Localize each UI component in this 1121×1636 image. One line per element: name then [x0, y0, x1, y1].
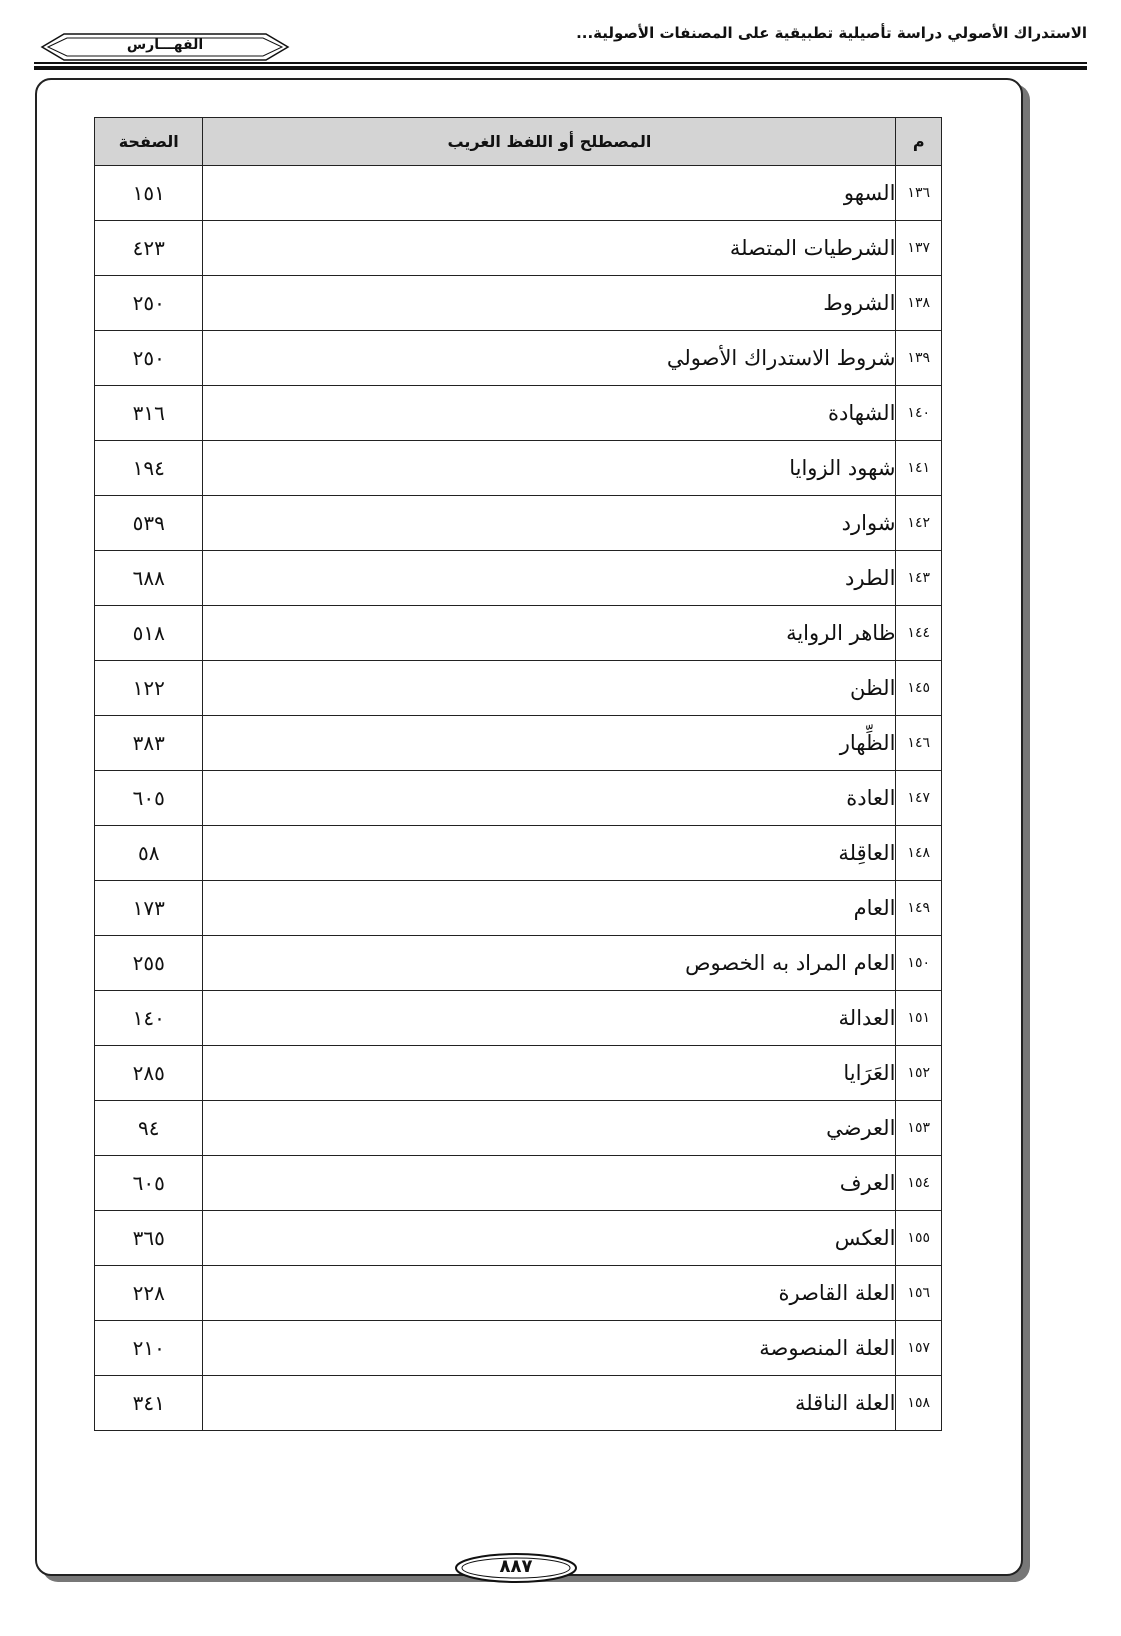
- row-term: العلة الناقلة: [203, 1376, 896, 1431]
- page-number: ٨٨٧: [499, 1556, 533, 1577]
- row-page: ١٢٢: [95, 661, 203, 716]
- row-number: ١٤١: [896, 441, 942, 496]
- table-row: [95, 1376, 942, 1431]
- row-term: العَرَايا: [203, 1046, 896, 1101]
- row-number: ١٤٤: [896, 606, 942, 661]
- table-row: [95, 496, 942, 551]
- column-header-term: المصطلح أو اللفظ الغريب: [203, 118, 896, 166]
- table-row: [95, 551, 942, 606]
- row-number: ١٥٢: [896, 1046, 942, 1101]
- table-header-row: [95, 118, 942, 166]
- row-term: شهود الزوايا: [203, 441, 896, 496]
- row-number: ١٤٠: [896, 386, 942, 441]
- row-page: ١٩٤: [95, 441, 203, 496]
- glossary-index-table: [94, 117, 942, 1431]
- column-header-page: الصفحة: [95, 118, 203, 166]
- row-number: ١٤٣: [896, 551, 942, 606]
- book-title: الاستدراك الأصولي دراسة تأصيلية تطبيقية على المصنفات الأصولية...: [576, 24, 1087, 42]
- row-term: الظن: [203, 661, 896, 716]
- table-row: [95, 331, 942, 386]
- table-row: [95, 661, 942, 716]
- row-page: ٥٨: [95, 826, 203, 881]
- row-page: ٤٢٣: [95, 221, 203, 276]
- row-term: شوارد: [203, 496, 896, 551]
- table-row: [95, 1211, 942, 1266]
- row-number: ١٥٥: [896, 1211, 942, 1266]
- row-term: العكس: [203, 1211, 896, 1266]
- table-row: [95, 1046, 942, 1101]
- row-term: العلة القاصرة: [203, 1266, 896, 1321]
- table-row: [95, 276, 942, 331]
- row-term: العرضي: [203, 1101, 896, 1156]
- row-page: ٦٠٥: [95, 771, 203, 826]
- row-term: الشهادة: [203, 386, 896, 441]
- row-term: ظاهر الرواية: [203, 606, 896, 661]
- row-number: ١٤٢: [896, 496, 942, 551]
- column-header-number: م: [896, 118, 942, 166]
- row-page: ٢٥٥: [95, 936, 203, 991]
- row-number: ١٥٤: [896, 1156, 942, 1211]
- row-page: ١٤٠: [95, 991, 203, 1046]
- row-term: الشروط: [203, 276, 896, 331]
- row-page: ٣٨٣: [95, 716, 203, 771]
- row-page: ٣١٦: [95, 386, 203, 441]
- table-row: [95, 771, 942, 826]
- row-number: ١٤٥: [896, 661, 942, 716]
- row-number: ١٥٠: [896, 936, 942, 991]
- row-term: الظِّهار: [203, 716, 896, 771]
- row-term: العرف: [203, 1156, 896, 1211]
- row-term: العادة: [203, 771, 896, 826]
- row-page: ١٥١: [95, 166, 203, 221]
- row-page: ٥٣٩: [95, 496, 203, 551]
- row-page: ٢١٠: [95, 1321, 203, 1376]
- row-term: العام المراد به الخصوص: [203, 936, 896, 991]
- page-number-badge: [452, 1548, 580, 1588]
- row-number: ١٥١: [896, 991, 942, 1046]
- row-term: شروط الاستدراك الأصولي: [203, 331, 896, 386]
- row-term: العاقِلة: [203, 826, 896, 881]
- row-number: ١٥٧: [896, 1321, 942, 1376]
- row-page: ٦٨٨: [95, 551, 203, 606]
- row-term: العدالة: [203, 991, 896, 1046]
- table-row: [95, 716, 942, 771]
- row-number: ١٣٩: [896, 331, 942, 386]
- table-row: [95, 221, 942, 276]
- table-row: [95, 991, 942, 1046]
- table-row: [95, 1266, 942, 1321]
- row-number: ١٥٨: [896, 1376, 942, 1431]
- section-tab-label: الفهـــارس: [126, 37, 204, 53]
- row-term: العام: [203, 881, 896, 936]
- row-page: ٣٦٥: [95, 1211, 203, 1266]
- row-page: ٣٤١: [95, 1376, 203, 1431]
- row-page: ١٧٣: [95, 881, 203, 936]
- row-page: ٩٤: [95, 1101, 203, 1156]
- row-page: ٥١٨: [95, 606, 203, 661]
- row-term: العلة المنصوصة: [203, 1321, 896, 1376]
- row-number: ١٥٣: [896, 1101, 942, 1156]
- row-number: ١٣٧: [896, 221, 942, 276]
- row-number: ١٤٩: [896, 881, 942, 936]
- table-row: [95, 441, 942, 496]
- row-number: ١٤٧: [896, 771, 942, 826]
- table-row: [95, 1156, 942, 1211]
- table-row: [95, 166, 942, 221]
- row-term: الطرد: [203, 551, 896, 606]
- row-page: ٢٥٠: [95, 276, 203, 331]
- row-page: ٦٠٥: [95, 1156, 203, 1211]
- row-term: الشرطيات المتصلة: [203, 221, 896, 276]
- row-number: ١٣٨: [896, 276, 942, 331]
- row-term: السهو: [203, 166, 896, 221]
- row-number: ١٤٦: [896, 716, 942, 771]
- row-page: ٢٢٨: [95, 1266, 203, 1321]
- table-row: [95, 826, 942, 881]
- table-row: [95, 606, 942, 661]
- row-page: ٢٥٠: [95, 331, 203, 386]
- table-row: [95, 1321, 942, 1376]
- row-page: ٢٨٥: [95, 1046, 203, 1101]
- table-row: [95, 386, 942, 441]
- table-row: [95, 881, 942, 936]
- table-row: [95, 936, 942, 991]
- row-number: ١٣٦: [896, 166, 942, 221]
- section-tab: [34, 30, 296, 64]
- header-divider: [34, 62, 1087, 71]
- table-row: [95, 1101, 942, 1156]
- row-number: ١٥٦: [896, 1266, 942, 1321]
- row-number: ١٤٨: [896, 826, 942, 881]
